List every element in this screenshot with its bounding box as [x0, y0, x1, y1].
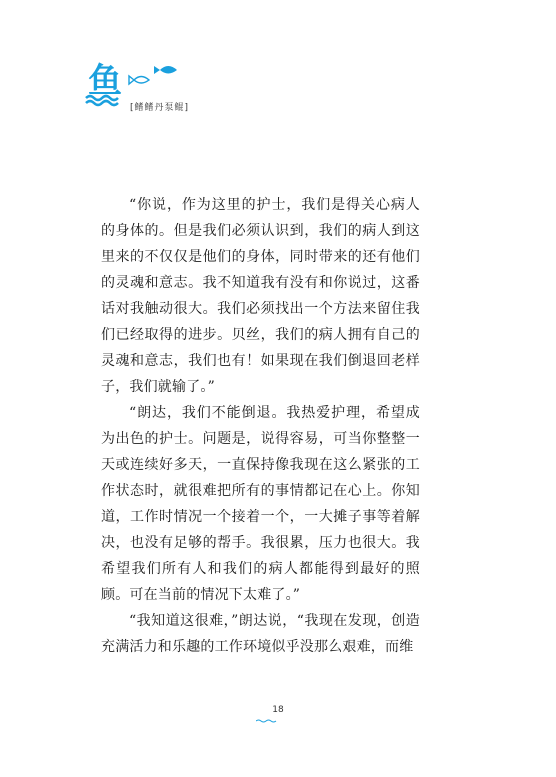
- paragraph: “我知道这很难，”朗达说，“我现在发现，创造充满活力和乐趣的工作环境似乎没那么艰难，而维: [101, 613, 420, 655]
- page-number: 18: [272, 705, 284, 715]
- logo-tagline: [鳍鳍丹泵鲲]: [130, 103, 190, 113]
- paragraph: “朗达，我们不能倒退。我热爱护理，希望成为出色的护士。问题是，说得容易，可当你整整一天或连续好多天，一直保持像我现在这么紧张的工作状态时，就很难把所有的事情都记在心上。你知道，工作时情况一个接着一个，一大摊子事等着解决，也没有足够的帮手。我很累，压力也很大。我希望我们所有人和我们的病人都能得到最好的照顾。可在当前的情况下太难了。”: [101, 405, 420, 603]
- wave-decoration-icon: [256, 719, 278, 723]
- logo-char: 鱼: [88, 61, 122, 101]
- paragraph: “你说，作为这里的护士，我们是得关心病人的身体的。但是我们必须认识到，我们的病人到这里来的不仅仅是他们的身体，同时带来的还有他们的灵魂和意志。我不知道我有没有和你说过，这番话对我触动很大。我们必须找出一个方法来留住我们已经取得的进步。贝丝，我们的病人拥有自己的灵魂和意志，我们也有！如果现在我们倒退回老样子，我们就输了。”: [101, 197, 420, 395]
- body-text: [101, 192, 420, 660]
